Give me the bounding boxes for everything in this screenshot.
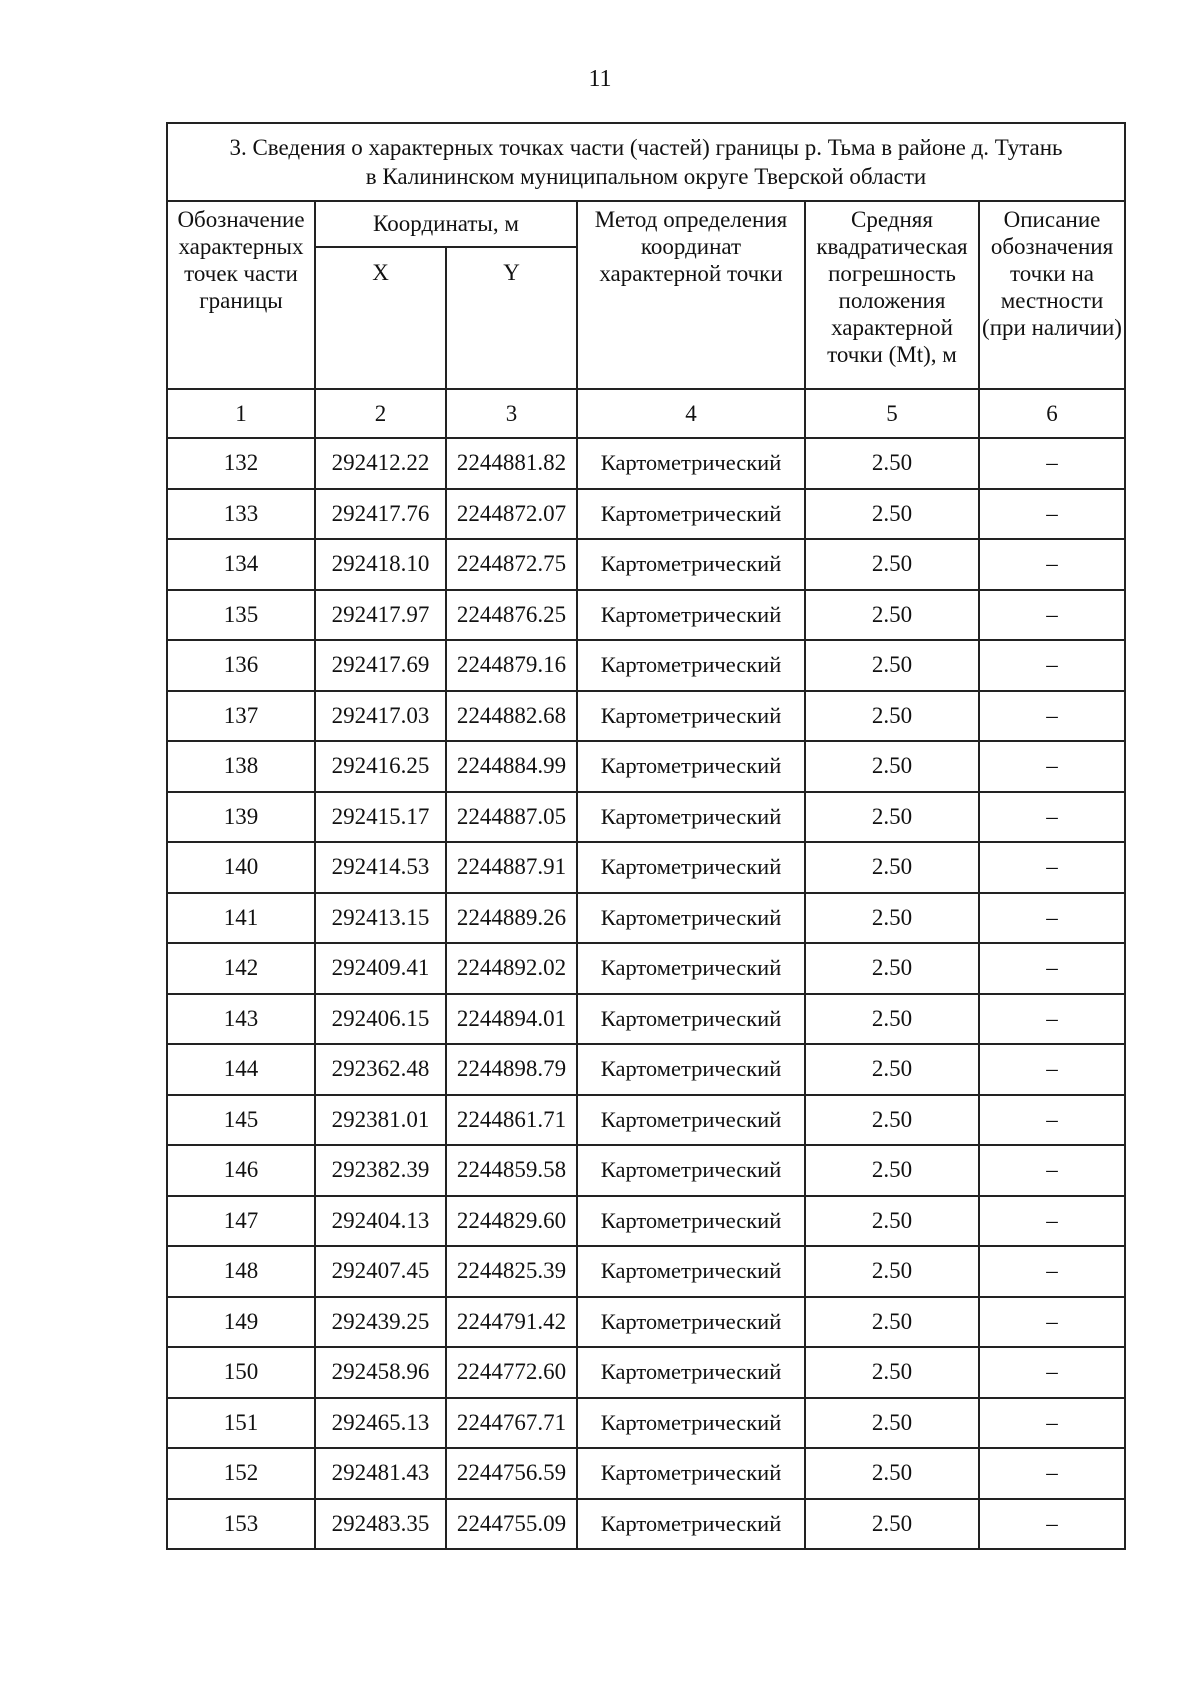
- method-cell: Картометрический: [577, 741, 805, 792]
- table-row: [167, 438, 1125, 489]
- header-x: X: [315, 247, 446, 389]
- table-row: [167, 1196, 1125, 1247]
- table-row: [167, 1448, 1125, 1499]
- error-cell: 2.50: [805, 438, 979, 489]
- header-error: Средняя квадратическая погрешность положения характерной точки (Mt), м: [805, 201, 979, 389]
- table-row: [167, 1297, 1125, 1348]
- description-cell: –: [979, 1044, 1125, 1095]
- method-cell: Картометрический: [577, 438, 805, 489]
- description-cell: –: [979, 1297, 1125, 1348]
- x-coordinate-cell: 292381.01: [315, 1095, 446, 1146]
- error-cell: 2.50: [805, 792, 979, 843]
- y-coordinate-cell: 2244872.07: [446, 489, 577, 540]
- error-cell: 2.50: [805, 994, 979, 1045]
- y-coordinate-cell: 2244755.09: [446, 1499, 577, 1550]
- point-id-cell: 152: [167, 1448, 315, 1499]
- error-cell: 2.50: [805, 640, 979, 691]
- point-id-cell: 147: [167, 1196, 315, 1247]
- table-row: [167, 1246, 1125, 1297]
- description-cell: –: [979, 489, 1125, 540]
- description-cell: –: [979, 893, 1125, 944]
- error-cell: 2.50: [805, 590, 979, 641]
- table-row: [167, 1044, 1125, 1095]
- table-row: [167, 1499, 1125, 1550]
- x-coordinate-cell: 292417.76: [315, 489, 446, 540]
- method-cell: Картометрический: [577, 590, 805, 641]
- point-id-cell: 145: [167, 1095, 315, 1146]
- y-coordinate-cell: 2244859.58: [446, 1145, 577, 1196]
- column-number: 6: [979, 389, 1125, 438]
- method-cell: Картометрический: [577, 539, 805, 590]
- table-title-line-2: в Калининском муниципальном округе Тверской области: [365, 164, 927, 189]
- table-row: [167, 893, 1125, 944]
- y-coordinate-cell: 2244872.75: [446, 539, 577, 590]
- error-cell: 2.50: [805, 539, 979, 590]
- column-number: 2: [315, 389, 446, 438]
- point-id-cell: 149: [167, 1297, 315, 1348]
- column-number: 5: [805, 389, 979, 438]
- x-coordinate-cell: 292417.97: [315, 590, 446, 641]
- method-cell: Картометрический: [577, 994, 805, 1045]
- description-cell: –: [979, 640, 1125, 691]
- column-numbers-row: [167, 389, 1125, 438]
- header-description: Описание обозначения точки на местности (при наличии): [979, 201, 1125, 389]
- column-number: 3: [446, 389, 577, 438]
- description-cell: –: [979, 1499, 1125, 1550]
- description-cell: –: [979, 1448, 1125, 1499]
- x-coordinate-cell: 292414.53: [315, 842, 446, 893]
- point-id-cell: 133: [167, 489, 315, 540]
- method-cell: Картометрический: [577, 1448, 805, 1499]
- error-cell: 2.50: [805, 1095, 979, 1146]
- boundary-points-table: [166, 122, 1126, 1550]
- header-designation: Обозначение характерных точек части границы: [167, 201, 315, 389]
- error-cell: 2.50: [805, 1499, 979, 1550]
- y-coordinate-cell: 2244791.42: [446, 1297, 577, 1348]
- y-coordinate-cell: 2244876.25: [446, 590, 577, 641]
- error-cell: 2.50: [805, 893, 979, 944]
- y-coordinate-cell: 2244767.71: [446, 1398, 577, 1449]
- x-coordinate-cell: 292439.25: [315, 1297, 446, 1348]
- point-id-cell: 148: [167, 1246, 315, 1297]
- method-cell: Картометрический: [577, 1347, 805, 1398]
- table-title-line-1: 3. Сведения о характерных точках части (частей) границы р. Тьма в районе д. Тутань: [229, 135, 1063, 160]
- point-id-cell: 142: [167, 943, 315, 994]
- description-cell: –: [979, 1145, 1125, 1196]
- description-cell: –: [979, 1347, 1125, 1398]
- x-coordinate-cell: 292412.22: [315, 438, 446, 489]
- table-row: [167, 1095, 1125, 1146]
- table-row: [167, 691, 1125, 742]
- error-cell: 2.50: [805, 1347, 979, 1398]
- method-cell: Картометрический: [577, 943, 805, 994]
- table-row: [167, 489, 1125, 540]
- method-cell: Картометрический: [577, 1095, 805, 1146]
- description-cell: –: [979, 1095, 1125, 1146]
- x-coordinate-cell: 292481.43: [315, 1448, 446, 1499]
- method-cell: Картометрический: [577, 691, 805, 742]
- header-method: Метод определения координат характерной точки: [577, 201, 805, 389]
- y-coordinate-cell: 2244889.26: [446, 893, 577, 944]
- method-cell: Картометрический: [577, 1145, 805, 1196]
- description-cell: –: [979, 943, 1125, 994]
- point-id-cell: 136: [167, 640, 315, 691]
- y-coordinate-cell: 2244829.60: [446, 1196, 577, 1247]
- method-cell: Картометрический: [577, 893, 805, 944]
- error-cell: 2.50: [805, 1297, 979, 1348]
- description-cell: –: [979, 792, 1125, 843]
- table-title: [167, 123, 1125, 201]
- description-cell: –: [979, 438, 1125, 489]
- x-coordinate-cell: 292465.13: [315, 1398, 446, 1449]
- point-id-cell: 141: [167, 893, 315, 944]
- x-coordinate-cell: 292416.25: [315, 741, 446, 792]
- x-coordinate-cell: 292415.17: [315, 792, 446, 843]
- y-coordinate-cell: 2244894.01: [446, 994, 577, 1045]
- y-coordinate-cell: 2244882.68: [446, 691, 577, 742]
- x-coordinate-cell: 292409.41: [315, 943, 446, 994]
- error-cell: 2.50: [805, 1196, 979, 1247]
- description-cell: –: [979, 691, 1125, 742]
- table-row: [167, 792, 1125, 843]
- y-coordinate-cell: 2244772.60: [446, 1347, 577, 1398]
- y-coordinate-cell: 2244898.79: [446, 1044, 577, 1095]
- x-coordinate-cell: 292362.48: [315, 1044, 446, 1095]
- x-coordinate-cell: 292483.35: [315, 1499, 446, 1550]
- x-coordinate-cell: 292418.10: [315, 539, 446, 590]
- method-cell: Картометрический: [577, 1044, 805, 1095]
- table-row: [167, 842, 1125, 893]
- point-id-cell: 153: [167, 1499, 315, 1550]
- error-cell: 2.50: [805, 943, 979, 994]
- description-cell: –: [979, 842, 1125, 893]
- point-id-cell: 138: [167, 741, 315, 792]
- point-id-cell: 134: [167, 539, 315, 590]
- x-coordinate-cell: 292404.13: [315, 1196, 446, 1247]
- method-cell: Картометрический: [577, 1246, 805, 1297]
- error-cell: 2.50: [805, 1398, 979, 1449]
- error-cell: 2.50: [805, 1044, 979, 1095]
- x-coordinate-cell: 292417.69: [315, 640, 446, 691]
- table-row: [167, 539, 1125, 590]
- method-cell: Картометрический: [577, 1196, 805, 1247]
- error-cell: 2.50: [805, 741, 979, 792]
- point-id-cell: 137: [167, 691, 315, 742]
- point-id-cell: 140: [167, 842, 315, 893]
- point-id-cell: 132: [167, 438, 315, 489]
- x-coordinate-cell: 292382.39: [315, 1145, 446, 1196]
- table-row: [167, 1347, 1125, 1398]
- column-number: 1: [167, 389, 315, 438]
- point-id-cell: 143: [167, 994, 315, 1045]
- point-id-cell: 150: [167, 1347, 315, 1398]
- method-cell: Картометрический: [577, 842, 805, 893]
- y-coordinate-cell: 2244887.05: [446, 792, 577, 843]
- description-cell: –: [979, 994, 1125, 1045]
- description-cell: –: [979, 741, 1125, 792]
- x-coordinate-cell: 292407.45: [315, 1246, 446, 1297]
- table-body: [167, 438, 1125, 1549]
- method-cell: Картометрический: [577, 1297, 805, 1348]
- method-cell: Картометрический: [577, 1499, 805, 1550]
- table-row: [167, 640, 1125, 691]
- error-cell: 2.50: [805, 1448, 979, 1499]
- table-row: [167, 741, 1125, 792]
- table-row: [167, 994, 1125, 1045]
- y-coordinate-cell: 2244887.91: [446, 842, 577, 893]
- x-coordinate-cell: 292413.15: [315, 893, 446, 944]
- x-coordinate-cell: 292458.96: [315, 1347, 446, 1398]
- description-cell: –: [979, 539, 1125, 590]
- method-cell: Картометрический: [577, 792, 805, 843]
- error-cell: 2.50: [805, 489, 979, 540]
- y-coordinate-cell: 2244861.71: [446, 1095, 577, 1146]
- y-coordinate-cell: 2244881.82: [446, 438, 577, 489]
- error-cell: 2.50: [805, 842, 979, 893]
- point-id-cell: 135: [167, 590, 315, 641]
- x-coordinate-cell: 292417.03: [315, 691, 446, 742]
- point-id-cell: 144: [167, 1044, 315, 1095]
- error-cell: 2.50: [805, 691, 979, 742]
- table-row: [167, 943, 1125, 994]
- y-coordinate-cell: 2244879.16: [446, 640, 577, 691]
- description-cell: –: [979, 1398, 1125, 1449]
- y-coordinate-cell: 2244884.99: [446, 741, 577, 792]
- y-coordinate-cell: 2244825.39: [446, 1246, 577, 1297]
- table-row: [167, 1398, 1125, 1449]
- page-number: 11: [588, 66, 612, 92]
- error-cell: 2.50: [805, 1246, 979, 1297]
- header-y: Y: [446, 247, 577, 389]
- header-coordinates: Координаты, м: [315, 201, 577, 247]
- error-cell: 2.50: [805, 1145, 979, 1196]
- column-number: 4: [577, 389, 805, 438]
- x-coordinate-cell: 292406.15: [315, 994, 446, 1045]
- method-cell: Картометрический: [577, 489, 805, 540]
- point-id-cell: 146: [167, 1145, 315, 1196]
- description-cell: –: [979, 590, 1125, 641]
- method-cell: Картометрический: [577, 640, 805, 691]
- point-id-cell: 151: [167, 1398, 315, 1449]
- table-row: [167, 590, 1125, 641]
- y-coordinate-cell: 2244892.02: [446, 943, 577, 994]
- description-cell: –: [979, 1246, 1125, 1297]
- point-id-cell: 139: [167, 792, 315, 843]
- description-cell: –: [979, 1196, 1125, 1247]
- method-cell: Картометрический: [577, 1398, 805, 1449]
- y-coordinate-cell: 2244756.59: [446, 1448, 577, 1499]
- table-row: [167, 1145, 1125, 1196]
